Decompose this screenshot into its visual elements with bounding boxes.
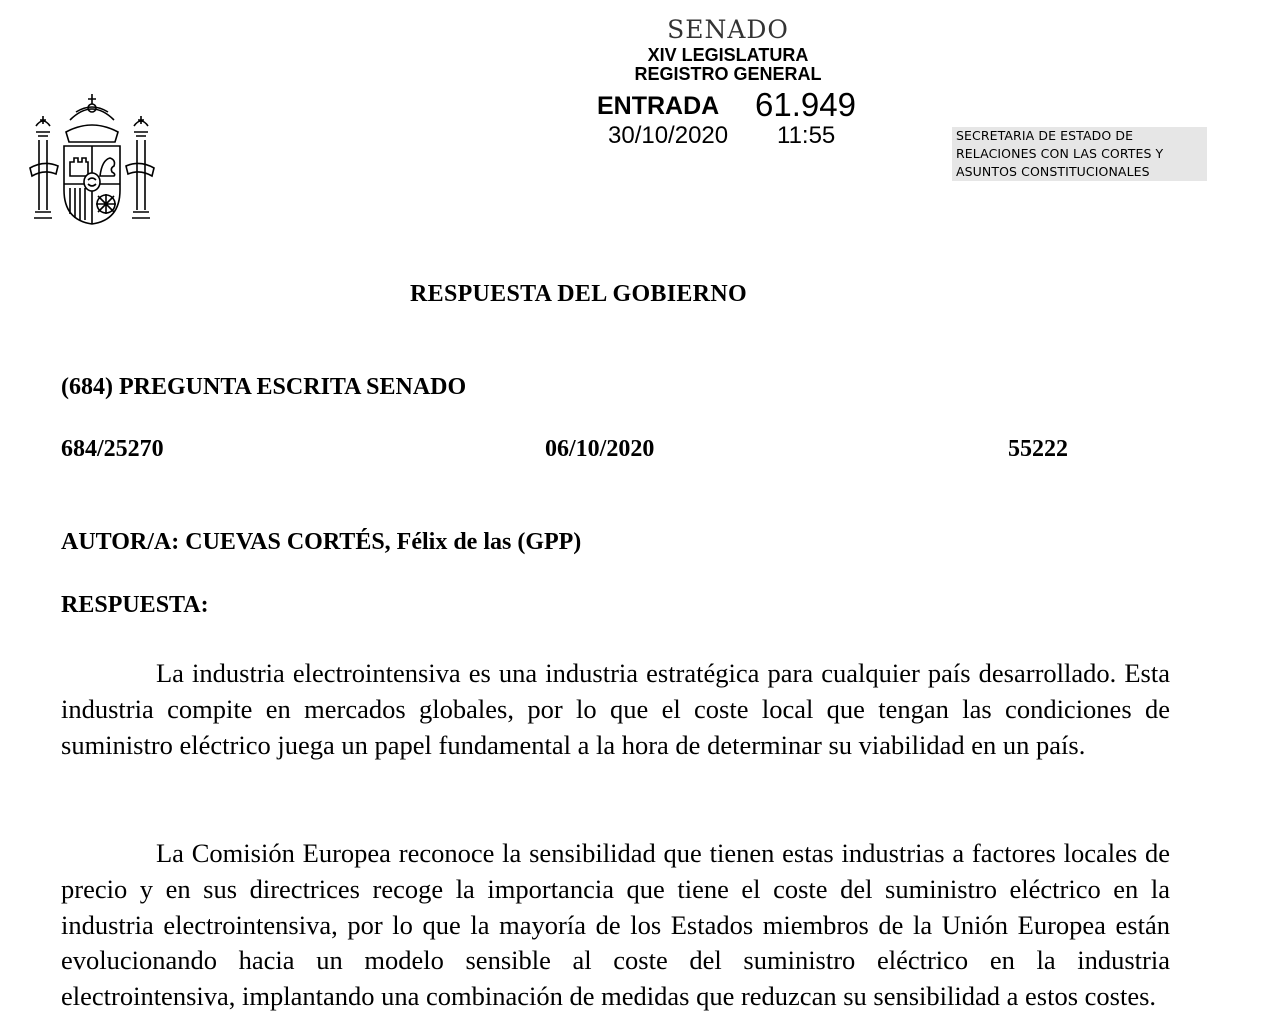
paragraph-text: La industria electrointensiva es una industria estratégica para cualquier país desarrollado. Esta industria compite en mercados globales, por lo que el coste local que tengan las condiciones de suministro eléctrico juega un papel fundamental a la hora de determinar su viabilidad en un país. [61,658,1170,760]
stamp-entry-number: 61.949 [755,86,856,123]
stamp-registry: REGISTRO GENERAL [634,64,822,84]
stamp-legislature: XIV LEGISLATURA [647,45,809,65]
stamp-entry-label: ENTRADA [597,92,720,120]
question-date: 06/10/2020 [545,436,655,462]
stamp-time: 11:55 [777,122,836,149]
response-paragraph [61,656,1170,763]
question-type: (684) PREGUNTA ESCRITA SENADO [61,374,467,400]
secretaria-line: SECRETARIA DE ESTADO DE [956,128,1134,143]
coat-of-arms-icon [26,92,158,228]
document-title: RESPUESTA DEL GOBIERNO [410,281,747,307]
stamp-institution: SENADO [667,15,789,44]
response-paragraph [61,836,1170,1015]
question-number: 55222 [1008,436,1068,462]
secretaria-line: ASUNTOS CONSTITUCIONALES [956,164,1150,179]
stamp-date: 30/10/2020 [608,122,729,149]
author-line: AUTOR/A: CUEVAS CORTÉS, Félix de las (GPP) [61,529,582,555]
question-reference: 684/25270 [61,436,164,462]
secretaria-box [952,127,1207,181]
secretaria-line: RELACIONES CON LAS CORTES Y [956,146,1164,161]
response-label: RESPUESTA: [61,592,209,618]
paragraph-text: La Comisión Europea reconoce la sensibilidad que tienen estas industrias a factores locales de precio y en sus directrices recoge la importancia que tiene el coste del suministro eléctrico en la industria electrointensiva, por lo que la mayoría de los Estados miembros de la Unión Europea están evolucionando hacia un modelo sensible al coste del suministro eléctrico en la industria electrointensiva, implantando una combinación de medidas que reduzcan su sensibilidad a estos costes. [61,838,1170,1012]
